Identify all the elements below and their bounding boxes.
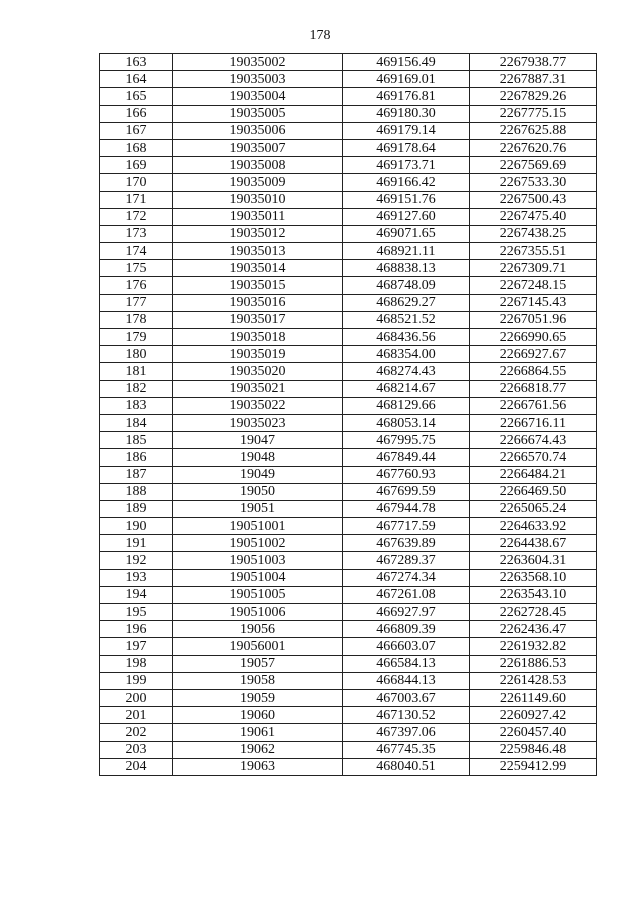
point-id-cell: 19056001 (173, 638, 343, 655)
table-row (100, 397, 597, 414)
x-coordinate-cell: 466584.13 (343, 655, 470, 672)
x-coordinate-cell: 469176.81 (343, 88, 470, 105)
table-row (100, 466, 597, 483)
table-row (100, 707, 597, 724)
row-number-cell: 202 (100, 724, 173, 741)
page-number: 178 (309, 28, 331, 43)
table-row (100, 672, 597, 689)
x-coordinate-cell: 467760.93 (343, 466, 470, 483)
table-row (100, 535, 597, 552)
row-number-cell: 197 (100, 638, 173, 655)
table-row (100, 71, 597, 88)
point-id-cell: 19063 (173, 758, 343, 775)
y-coordinate-cell: 2264633.92 (470, 518, 597, 535)
table-row (100, 329, 597, 346)
y-coordinate-cell: 2260457.40 (470, 724, 597, 741)
point-id-cell: 19035016 (173, 294, 343, 311)
point-id-cell: 19035012 (173, 225, 343, 242)
point-id-cell: 19035018 (173, 329, 343, 346)
row-number-cell: 167 (100, 122, 173, 139)
row-number-cell: 163 (100, 54, 173, 71)
table-row (100, 586, 597, 603)
point-id-cell: 19035023 (173, 414, 343, 431)
point-id-cell: 19057 (173, 655, 343, 672)
table-row (100, 346, 597, 363)
row-number-cell: 176 (100, 277, 173, 294)
x-coordinate-cell: 468921.11 (343, 243, 470, 260)
point-id-cell: 19035006 (173, 122, 343, 139)
x-coordinate-cell: 468274.43 (343, 363, 470, 380)
table-row (100, 380, 597, 397)
row-number-cell: 174 (100, 243, 173, 260)
x-coordinate-cell: 468436.56 (343, 329, 470, 346)
y-coordinate-cell: 2266469.50 (470, 483, 597, 500)
x-coordinate-cell: 468129.66 (343, 397, 470, 414)
table-row (100, 449, 597, 466)
table-row (100, 741, 597, 758)
x-coordinate-cell: 467944.78 (343, 500, 470, 517)
table-row (100, 311, 597, 328)
point-id-cell: 19060 (173, 707, 343, 724)
x-coordinate-cell: 469151.76 (343, 191, 470, 208)
y-coordinate-cell: 2267248.15 (470, 277, 597, 294)
point-id-cell: 19035007 (173, 139, 343, 156)
point-id-cell: 19035013 (173, 243, 343, 260)
x-coordinate-cell: 469178.64 (343, 139, 470, 156)
point-id-cell: 19051004 (173, 569, 343, 586)
row-number-cell: 165 (100, 88, 173, 105)
table-row (100, 208, 597, 225)
table-row (100, 225, 597, 242)
row-number-cell: 168 (100, 139, 173, 156)
row-number-cell: 187 (100, 466, 173, 483)
y-coordinate-cell: 2259846.48 (470, 741, 597, 758)
point-id-cell: 19062 (173, 741, 343, 758)
row-number-cell: 200 (100, 689, 173, 706)
row-number-cell: 204 (100, 758, 173, 775)
row-number-cell: 195 (100, 604, 173, 621)
table-row (100, 724, 597, 741)
y-coordinate-cell: 2261428.53 (470, 672, 597, 689)
x-coordinate-cell: 468040.51 (343, 758, 470, 775)
y-coordinate-cell: 2267355.51 (470, 243, 597, 260)
x-coordinate-cell: 468629.27 (343, 294, 470, 311)
point-id-cell: 19051005 (173, 586, 343, 603)
y-coordinate-cell: 2266818.77 (470, 380, 597, 397)
x-coordinate-cell: 467639.89 (343, 535, 470, 552)
point-id-cell: 19035004 (173, 88, 343, 105)
x-coordinate-cell: 469127.60 (343, 208, 470, 225)
point-id-cell: 19048 (173, 449, 343, 466)
y-coordinate-cell: 2267938.77 (470, 54, 597, 71)
table-row (100, 191, 597, 208)
x-coordinate-cell: 467003.67 (343, 689, 470, 706)
y-coordinate-cell: 2261886.53 (470, 655, 597, 672)
row-number-cell: 181 (100, 363, 173, 380)
y-coordinate-cell: 2267625.88 (470, 122, 597, 139)
x-coordinate-cell: 466844.13 (343, 672, 470, 689)
table-row (100, 500, 597, 517)
row-number-cell: 175 (100, 260, 173, 277)
y-coordinate-cell: 2263543.10 (470, 586, 597, 603)
x-coordinate-cell: 469166.42 (343, 174, 470, 191)
x-coordinate-cell: 469071.65 (343, 225, 470, 242)
y-coordinate-cell: 2267500.43 (470, 191, 597, 208)
x-coordinate-cell: 466603.07 (343, 638, 470, 655)
point-id-cell: 19035021 (173, 380, 343, 397)
row-number-cell: 189 (100, 500, 173, 517)
row-number-cell: 188 (100, 483, 173, 500)
y-coordinate-cell: 2266484.21 (470, 466, 597, 483)
y-coordinate-cell: 2267775.15 (470, 105, 597, 122)
table-row (100, 277, 597, 294)
table-row (100, 689, 597, 706)
row-number-cell: 194 (100, 586, 173, 603)
y-coordinate-cell: 2266716.11 (470, 414, 597, 431)
x-coordinate-cell: 468214.67 (343, 380, 470, 397)
table-row (100, 518, 597, 535)
x-coordinate-cell: 469179.14 (343, 122, 470, 139)
table-row (100, 432, 597, 449)
x-coordinate-cell: 467849.44 (343, 449, 470, 466)
table-row (100, 157, 597, 174)
x-coordinate-cell: 467130.52 (343, 707, 470, 724)
point-id-cell: 19035008 (173, 157, 343, 174)
x-coordinate-cell: 467699.59 (343, 483, 470, 500)
row-number-cell: 193 (100, 569, 173, 586)
table-row (100, 363, 597, 380)
x-coordinate-cell: 469156.49 (343, 54, 470, 71)
table-row (100, 483, 597, 500)
y-coordinate-cell: 2266864.55 (470, 363, 597, 380)
row-number-cell: 182 (100, 380, 173, 397)
y-coordinate-cell: 2267620.76 (470, 139, 597, 156)
y-coordinate-cell: 2267829.26 (470, 88, 597, 105)
y-coordinate-cell: 2267438.25 (470, 225, 597, 242)
point-id-cell: 19051001 (173, 518, 343, 535)
x-coordinate-cell: 466927.97 (343, 604, 470, 621)
y-coordinate-cell: 2267475.40 (470, 208, 597, 225)
point-id-cell: 19050 (173, 483, 343, 500)
y-coordinate-cell: 2259412.99 (470, 758, 597, 775)
point-id-cell: 19035014 (173, 260, 343, 277)
row-number-cell: 178 (100, 311, 173, 328)
row-number-cell: 170 (100, 174, 173, 191)
y-coordinate-cell: 2261932.82 (470, 638, 597, 655)
row-number-cell: 180 (100, 346, 173, 363)
table-row (100, 122, 597, 139)
y-coordinate-cell: 2267887.31 (470, 71, 597, 88)
y-coordinate-cell: 2262728.45 (470, 604, 597, 621)
point-id-cell: 19035017 (173, 311, 343, 328)
y-coordinate-cell: 2260927.42 (470, 707, 597, 724)
x-coordinate-cell: 468838.13 (343, 260, 470, 277)
x-coordinate-cell: 467995.75 (343, 432, 470, 449)
table-row (100, 105, 597, 122)
y-coordinate-cell: 2262436.47 (470, 621, 597, 638)
row-number-cell: 179 (100, 329, 173, 346)
table-row (100, 552, 597, 569)
table-row (100, 758, 597, 775)
coordinates-table-body (100, 54, 597, 776)
point-id-cell: 19058 (173, 672, 343, 689)
x-coordinate-cell: 468354.00 (343, 346, 470, 363)
row-number-cell: 166 (100, 105, 173, 122)
coordinates-table (99, 53, 597, 776)
point-id-cell: 19051002 (173, 535, 343, 552)
row-number-cell: 203 (100, 741, 173, 758)
table-row (100, 88, 597, 105)
y-coordinate-cell: 2267051.96 (470, 311, 597, 328)
y-coordinate-cell: 2267569.69 (470, 157, 597, 174)
point-id-cell: 19051 (173, 500, 343, 517)
row-number-cell: 190 (100, 518, 173, 535)
point-id-cell: 19035005 (173, 105, 343, 122)
row-number-cell: 198 (100, 655, 173, 672)
y-coordinate-cell: 2266761.56 (470, 397, 597, 414)
x-coordinate-cell: 467261.08 (343, 586, 470, 603)
x-coordinate-cell: 468521.52 (343, 311, 470, 328)
point-id-cell: 19056 (173, 621, 343, 638)
x-coordinate-cell: 467289.37 (343, 552, 470, 569)
x-coordinate-cell: 469173.71 (343, 157, 470, 174)
point-id-cell: 19035011 (173, 208, 343, 225)
table-row (100, 174, 597, 191)
table-row (100, 621, 597, 638)
x-coordinate-cell: 469169.01 (343, 71, 470, 88)
row-number-cell: 186 (100, 449, 173, 466)
x-coordinate-cell: 468053.14 (343, 414, 470, 431)
point-id-cell: 19035002 (173, 54, 343, 71)
point-id-cell: 19061 (173, 724, 343, 741)
row-number-cell: 171 (100, 191, 173, 208)
y-coordinate-cell: 2267309.71 (470, 260, 597, 277)
point-id-cell: 19035020 (173, 363, 343, 380)
row-number-cell: 183 (100, 397, 173, 414)
table-row (100, 638, 597, 655)
y-coordinate-cell: 2266570.74 (470, 449, 597, 466)
x-coordinate-cell: 469180.30 (343, 105, 470, 122)
table-row (100, 414, 597, 431)
y-coordinate-cell: 2263568.10 (470, 569, 597, 586)
row-number-cell: 173 (100, 225, 173, 242)
point-id-cell: 19035019 (173, 346, 343, 363)
point-id-cell: 19059 (173, 689, 343, 706)
point-id-cell: 19035010 (173, 191, 343, 208)
table-row (100, 294, 597, 311)
y-coordinate-cell: 2266927.67 (470, 346, 597, 363)
table-row (100, 604, 597, 621)
table-row (100, 243, 597, 260)
row-number-cell: 177 (100, 294, 173, 311)
x-coordinate-cell: 467397.06 (343, 724, 470, 741)
point-id-cell: 19051006 (173, 604, 343, 621)
point-id-cell: 19035009 (173, 174, 343, 191)
row-number-cell: 185 (100, 432, 173, 449)
point-id-cell: 19035003 (173, 71, 343, 88)
row-number-cell: 169 (100, 157, 173, 174)
y-coordinate-cell: 2264438.67 (470, 535, 597, 552)
table-row (100, 260, 597, 277)
table-row (100, 655, 597, 672)
point-id-cell: 19035022 (173, 397, 343, 414)
y-coordinate-cell: 2265065.24 (470, 500, 597, 517)
table-row (100, 569, 597, 586)
x-coordinate-cell: 467745.35 (343, 741, 470, 758)
point-id-cell: 19051003 (173, 552, 343, 569)
y-coordinate-cell: 2266674.43 (470, 432, 597, 449)
y-coordinate-cell: 2263604.31 (470, 552, 597, 569)
point-id-cell: 19035015 (173, 277, 343, 294)
row-number-cell: 191 (100, 535, 173, 552)
y-coordinate-cell: 2267145.43 (470, 294, 597, 311)
row-number-cell: 172 (100, 208, 173, 225)
row-number-cell: 192 (100, 552, 173, 569)
row-number-cell: 201 (100, 707, 173, 724)
row-number-cell: 164 (100, 71, 173, 88)
y-coordinate-cell: 2261149.60 (470, 689, 597, 706)
x-coordinate-cell: 466809.39 (343, 621, 470, 638)
point-id-cell: 19047 (173, 432, 343, 449)
row-number-cell: 184 (100, 414, 173, 431)
x-coordinate-cell: 467274.34 (343, 569, 470, 586)
table-row (100, 139, 597, 156)
table-row (100, 54, 597, 71)
row-number-cell: 196 (100, 621, 173, 638)
y-coordinate-cell: 2267533.30 (470, 174, 597, 191)
y-coordinate-cell: 2266990.65 (470, 329, 597, 346)
row-number-cell: 199 (100, 672, 173, 689)
x-coordinate-cell: 468748.09 (343, 277, 470, 294)
x-coordinate-cell: 467717.59 (343, 518, 470, 535)
point-id-cell: 19049 (173, 466, 343, 483)
